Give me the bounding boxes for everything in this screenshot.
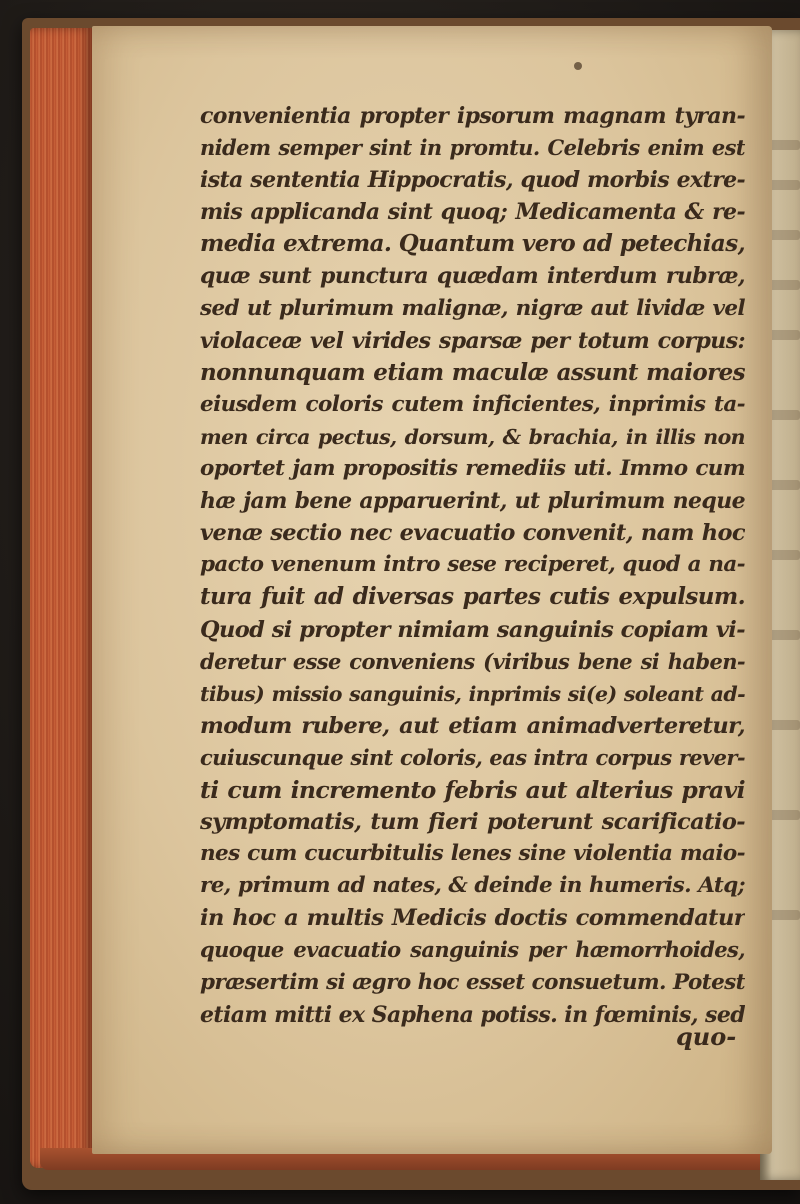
- text-line: modum rubere, aut etiam animadverteretur,: [200, 712, 745, 739]
- page-edges-left: [30, 28, 92, 1168]
- text-line: eiusdem coloris cutem inficientes, inprimis ta-: [200, 391, 745, 417]
- text-line: ti cum incremento febris aut alterius pravi: [200, 775, 745, 804]
- text-line: in hoc a multis Medicis doctis commendatur: [200, 905, 745, 932]
- text-line: Quod si propter nimiam sanguinis copiam vi-: [200, 616, 745, 643]
- text-line: violaceæ vel virides sparsæ per totum corpus:: [200, 327, 745, 354]
- ink-speck: [574, 62, 582, 70]
- text-line: ista sententia Hippocratis, quod morbis extre-: [200, 167, 745, 194]
- text-line: oportet jam propositis remediis uti. Immo cum: [200, 456, 745, 482]
- text-line: hæ jam bene apparuerint, ut plurimum neque: [200, 488, 745, 515]
- text-line: pacto venenum intro sese reciperet, quod a na-: [200, 552, 745, 578]
- text-line: mis applicanda sint quoq; Medicamenta & re-: [200, 199, 745, 226]
- text-line: quoque evacuatio sanguinis per hæmorrhoides,: [200, 937, 745, 963]
- text-line: nes cum cucurbitulis lenes sine violentia maio-: [200, 841, 745, 867]
- text-line: nidem semper sint in promtu. Celebris enim est: [200, 135, 745, 161]
- text-line: nonnunquam etiam maculæ assunt maiores: [200, 358, 745, 386]
- text-line: deretur esse conveniens (viribus bene si haben-: [200, 648, 745, 674]
- text-line: media extrema. Quantum vero ad petechias,: [200, 230, 745, 258]
- text-line: venæ sectio nec evacuatio convenit, nam hoc: [200, 520, 745, 547]
- text-line: men circa pectus, dorsum, & brachia, in illis non: [200, 424, 745, 449]
- text-line: re, primum ad nates, & deinde in humeris. Atq;: [200, 873, 745, 899]
- catchword: quo-: [676, 1022, 737, 1051]
- text-line: sed ut plurimum malignæ, nigræ aut lividæ vel: [200, 295, 745, 321]
- text-line: convenientia propter ipsorum magnam tyran-: [200, 103, 745, 129]
- text-line: præsertim si ægro hoc esset consuetum. Potest: [200, 969, 745, 995]
- text-line: tura fuit ad diversas partes cutis expulsum.: [200, 583, 745, 611]
- text-line: symptomatis, tum fieri poterunt scarificatio-: [200, 809, 745, 836]
- text-line: etiam mitti ex Saphena potiss. in fœminis, sed: [200, 1001, 745, 1028]
- text-line: quæ sunt punctura quædam interdum rubræ,: [200, 263, 745, 290]
- page-text: [200, 100, 745, 1031]
- text-line: cuiuscunque sint coloris, eas intra corpus rever-: [200, 744, 745, 770]
- text-line: tibus) missio sanguinis, inprimis si(e) soleant ad-: [200, 681, 745, 706]
